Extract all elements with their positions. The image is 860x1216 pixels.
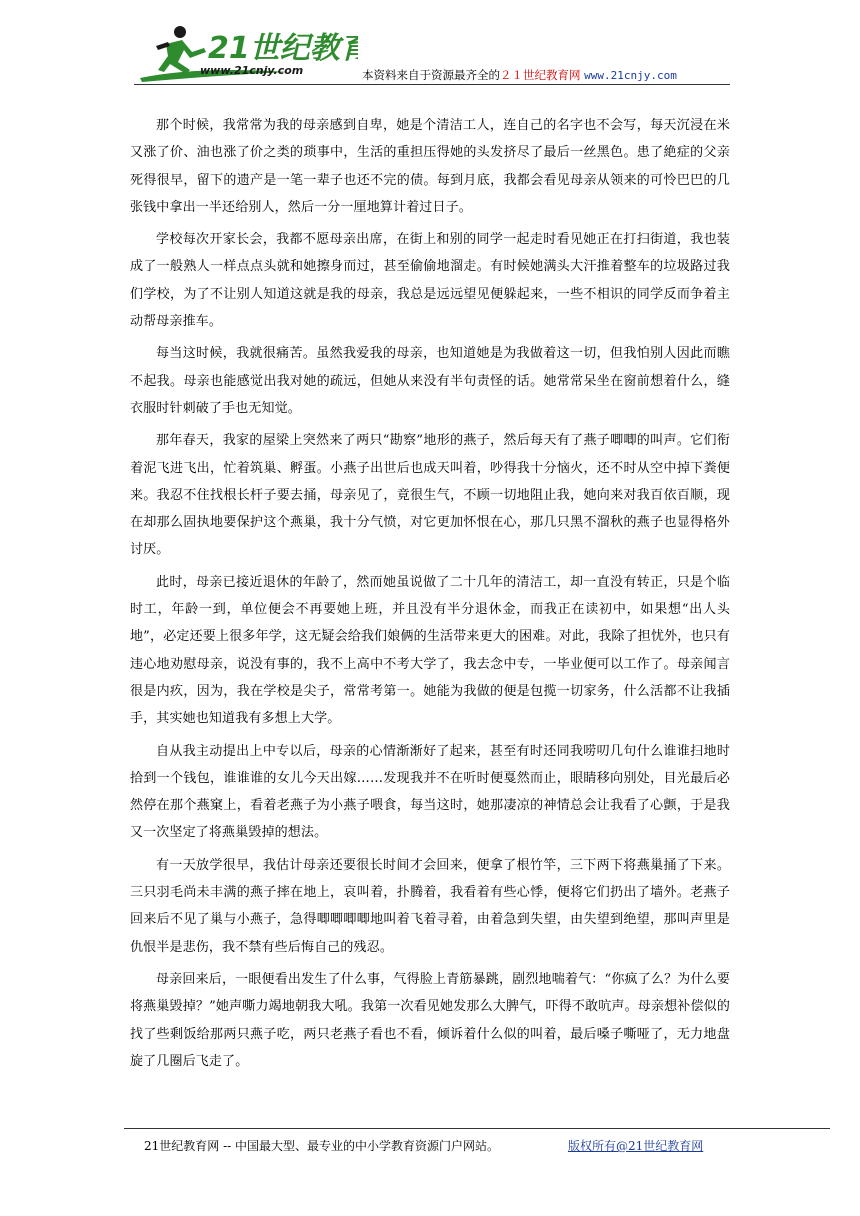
paragraph: 那年春天，我家的屋梁上突然来了两只“勘察”地形的燕子，然后每天有了燕子唧唧的叫声。它们衔着泥飞进飞出，忙着筑巢、孵蛋。小燕子出世后也成天叫着，吵得我十分恼火，还不时从空中掉下粪便来。我忍不住找根长杆子要去捅，母亲见了，竟很生气，不顾一切地阻止我，她向来对我百依百顺，现在却那么固执地要保护这个燕巢，我十分气愤，对它更加怀恨在心，那几只黑不溜秋的燕子也显得格外讨厌。	[130, 433, 730, 558]
header-divider	[134, 84, 730, 85]
tagline-prefix: 本资料来自于资源最齐全的	[362, 68, 500, 82]
logo-url: www.21cnjy.com	[200, 64, 304, 77]
article-body	[130, 112, 730, 1080]
tagline-url-link[interactable]: www.21cnjy.com	[584, 69, 677, 82]
tagline-site-link[interactable]: ２１世纪教育网	[500, 68, 581, 82]
site-logo[interactable]	[138, 22, 358, 84]
footer-text: 21世纪教育网 -- 中国最大型、最专业的中小学教育资源门户网站。	[144, 1139, 500, 1153]
footer-divider	[124, 1128, 830, 1129]
copyright-link[interactable]: 版权所有@21世纪教育网	[568, 1139, 704, 1153]
paragraph: 每当这时候，我就很痛苦。虽然我爱我的母亲，也知道她是为我做着这一切，但我怕别人因此而瞧不起我。母亲也能感觉出我对她的疏远，但她从来没有半句责怪的话。她常常呆坐在窗前想着什么，缝衣服时针刺破了手也无知觉。	[130, 346, 730, 416]
logo-text: 21世纪教育	[208, 31, 358, 66]
paragraph: 自从我主动提出上中专以后，母亲的心情渐渐好了起来，甚至有时还同我唠叨几句什么谁谁扫地时拾到一个钱包，谁谁谁的女儿今天出嫁……发现我并不在听时便戛然而止，眼睛移向别处，目光最后必然停在那个燕窠上，看着老燕子为小燕子喂食，每当这时，她那凄凉的神情总会让我看了心颤，于是我又一次坚定了将燕巢毁掉的想法。	[130, 743, 730, 841]
paragraph: 有一天放学很早，我估计母亲还要很长时间才会回来，便拿了根竹竿，三下两下将燕巢捅了下来。三只羽毛尚未丰满的燕子摔在地上，哀叫着，扑腾着，我看着有些心悸，便将它们扔出了墙外。老燕子回来后不见了巢与小燕子，急得唧唧唧唧地叫着飞着寻着，由着急到失望，由失望到绝望，那叫声里是仇恨半是悲伤，我不禁有些后悔自己的残忍。	[130, 857, 730, 955]
paragraph: 此时，母亲已接近退休的年龄了，然而她虽说做了二十几年的清洁工，却一直没有转正，只是个临时工，年龄一到，单位便会不再要她上班，并且没有半分退休金，而我正在读初中，如果想“出人头地”，必定还要上很多年学，这无疑会给我们娘俩的生活带来更大的困难。对此，我除了担忧外，也只有违心地劝慰母亲，说没有事的，我不上高中不考大学了，我去念中专，一毕业便可以工作了。母亲闻言很是内疚，因为，我在学校是尖子，常常考第一。她能为我做的便是包揽一切家务，什么活都不让我插手，其实她也知道我有多想上大学。	[130, 574, 730, 727]
paragraph: 学校每次开家长会，我都不愿母亲出席，在街上和别的同学一起走时看见她正在打扫街道，我也装成了一般熟人一样点点头就和她擦身而过，甚至偷偷地溜走。有时候她满头大汗推着整车的垃圾路过我们学校，为了不让别人知道这就是我的母亲，我总是远远望见便躲起来，一些不相识的同学反而争着主动帮母亲推车。	[130, 232, 730, 330]
header-tagline	[362, 67, 677, 83]
runner-logo-icon	[138, 22, 358, 84]
paragraph: 那个时候，我常常为我的母亲感到自卑，她是个清洁工人，连自己的名字也不会写，每天沉浸在米又涨了价、油也涨了价之类的琐事中，生活的重担压得她的头发挤尽了最后一丝黑色。患了絶症的父亲死得很早，留下的遗产是一笔一辈子也还不完的债。每到月底，我都会看见母亲从领来的可怜巴巴的几张钱中拿出一半还给别人，然后一分一厘地算计着过日子。	[130, 118, 730, 215]
paragraph: 母亲回来后，一眼便看出发生了什么事，气得脸上青筋暴跳，剧烈地喘着气：“你疯了么？为什么要将燕巢毁掉？”她声嘶力竭地朝我大吼。我第一次看见她发那么大脾气，吓得不敢吭声。母亲想补偿似的找了些剩饭给那两只燕子吃，两只老燕子看也不看，倾诉着什么似的叫着，最后嗓子嘶哑了，无力地盘旋了几圈后飞走了。	[130, 971, 730, 1069]
